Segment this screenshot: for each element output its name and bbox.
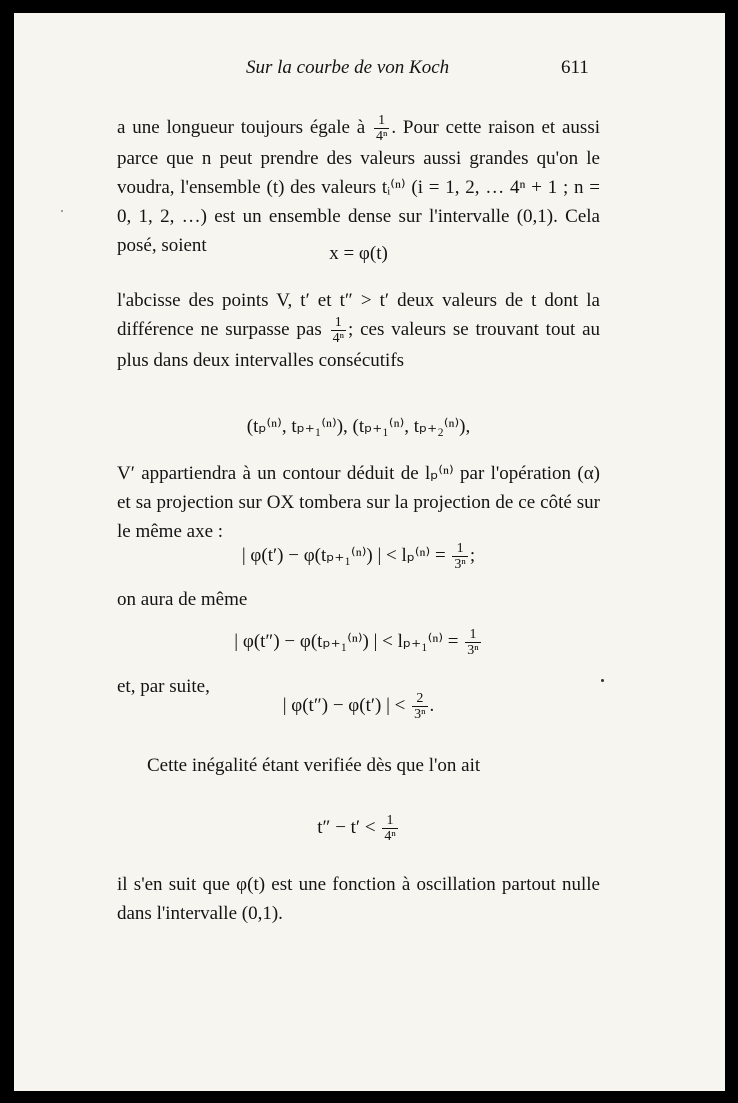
fraction-1-over-4n xyxy=(374,113,389,144)
equation-inequality-3 xyxy=(117,691,600,722)
equation-text: (tₚ⁽ⁿ⁾, tₚ₊₁⁽ⁿ⁾), (tₚ₊₁⁽ⁿ⁾, tₚ₊₂⁽ⁿ⁾), xyxy=(246,416,471,437)
fraction-denominator: 3ⁿ xyxy=(454,557,466,572)
fraction-1-over-3n xyxy=(465,627,480,658)
paragraph-2 xyxy=(117,286,600,375)
paragraph-4: on aura de même xyxy=(117,589,248,610)
fraction-denominator: 4ⁿ xyxy=(384,829,396,844)
fraction-denominator: 4ⁿ xyxy=(332,331,345,347)
fraction-numerator: 1 xyxy=(331,315,346,331)
print-speck xyxy=(601,679,604,682)
equation-inequality-2 xyxy=(117,627,600,658)
fraction-numerator: 1 xyxy=(382,813,397,829)
fraction-2-over-3n xyxy=(412,691,427,722)
equation-punctuation: . xyxy=(429,694,435,716)
fraction-numerator: 2 xyxy=(412,691,427,707)
paragraph-2-start: l'abcisse des points V, t′ et t″ > t′ deux valeurs de t dont la différence ne surpasse pas xyxy=(117,290,600,340)
page-number: 611 xyxy=(561,57,589,78)
fraction-1-over-4n xyxy=(331,315,346,346)
fraction-1-over-3n xyxy=(452,541,467,572)
paragraph-1-start: a une longueur toujours égale à xyxy=(117,117,366,138)
equation-text: | φ(t″) − φ(t′) | < xyxy=(282,694,406,716)
fraction-numerator: 1 xyxy=(465,627,480,643)
page xyxy=(14,13,725,1091)
equation-inequality-1 xyxy=(117,541,600,572)
equation-text: | φ(t′) − φ(tₚ₊₁⁽ⁿ⁾) | < lₚ⁽ⁿ⁾ = xyxy=(241,544,446,566)
paragraph-1 xyxy=(117,113,600,260)
equation-text: | φ(t″) − φ(tₚ₊₁⁽ⁿ⁾) | < lₚ₊₁⁽ⁿ⁾ = xyxy=(234,630,459,652)
paragraph-2-rest: ; ces valeurs se trouvant tout au plus dans deux intervalles consécutifs xyxy=(117,319,600,372)
equation-x-phi-t xyxy=(117,243,600,265)
fraction-numerator: 1 xyxy=(374,113,389,129)
paragraph-5: et, par suite, xyxy=(117,676,210,697)
paragraph-1-rest: . Pour cette raison et aussi parce que n peut prendre des valeurs aussi grandes qu'on le voudra, l'ensemble (t) des valeurs tᵢ⁽ⁿ⁾ (i = 1, 2, … 4ⁿ + 1 ; n = 0, 1, 2, …) est un ensemble dense sur l'intervalle (0,1). Cela posé, soient xyxy=(117,117,600,257)
paragraph-3: V′ appartiendra à un contour déduit de lₚ⁽ⁿ⁾ par l'opération (α) et sa projection sur OX tombera sur la projection de ce côté sur le même axe : xyxy=(117,463,600,542)
equation-t-difference xyxy=(117,813,600,844)
fraction-denominator: 3ⁿ xyxy=(414,707,426,722)
equation-intervals xyxy=(117,415,600,438)
fraction-denominator: 4ⁿ xyxy=(375,129,388,145)
fraction-1-over-4n xyxy=(382,813,397,844)
paragraph-7: il s'en suit que φ(t) est une fonction à oscillation partout nulle dans l'intervalle (0,1). xyxy=(117,874,600,924)
print-speck xyxy=(61,210,63,212)
equation-text: x = φ(t) xyxy=(329,243,388,264)
running-title: Sur la courbe de von Koch xyxy=(246,57,450,78)
paragraph-6: Cette inégalité étant verifiée dès que l'on ait xyxy=(147,755,481,776)
fraction-numerator: 1 xyxy=(452,541,467,557)
equation-punctuation: ; xyxy=(469,544,476,566)
fraction-denominator: 3ⁿ xyxy=(467,643,479,658)
equation-text: t″ − t′ < xyxy=(317,816,376,838)
